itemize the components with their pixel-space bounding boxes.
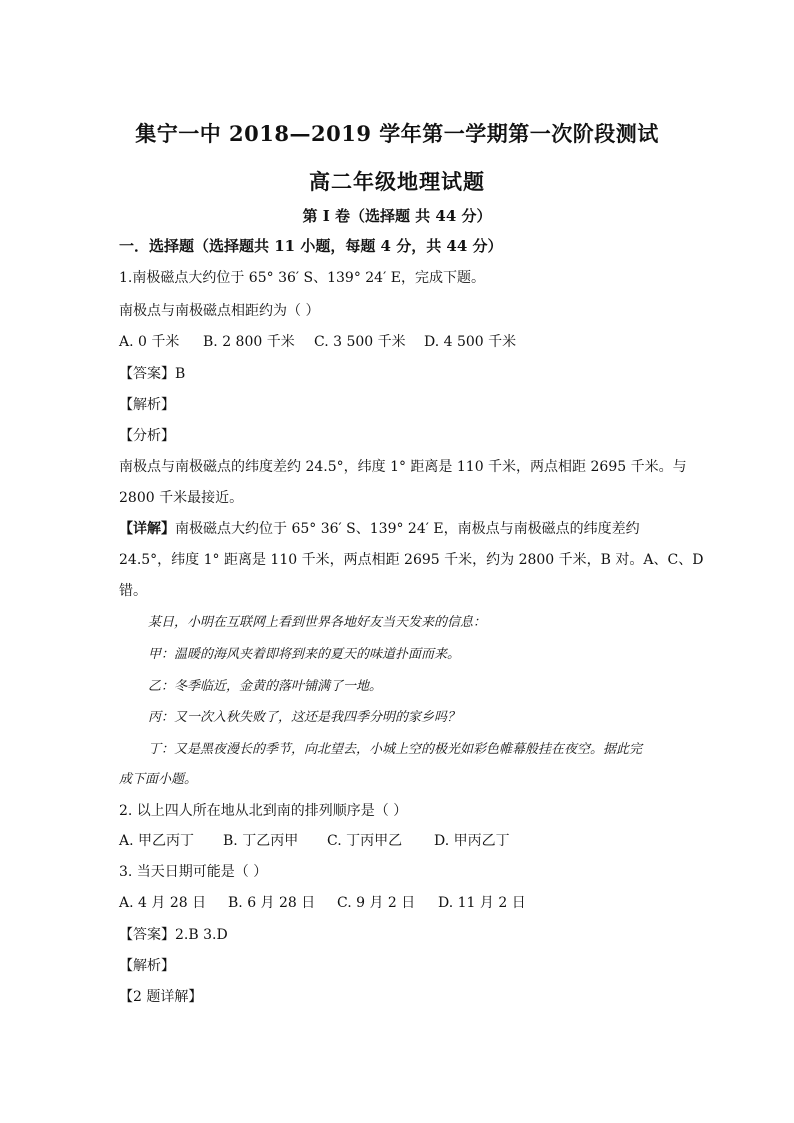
q2-option-a: A. 甲乙丙丁 xyxy=(119,833,195,849)
q3-option-a: A. 4 月 28 日 xyxy=(119,895,207,911)
q1-xiangjie-line-1 xyxy=(119,519,640,539)
q2-options xyxy=(119,831,510,851)
q3-option-c: C. 9 月 2 日 xyxy=(337,895,416,911)
q2-option-b: B. 丁乙丙甲 xyxy=(223,833,299,849)
q1-option-b: B. 2 800 千米 xyxy=(203,334,295,350)
tail-jiexi-label: 【解析】 xyxy=(119,958,175,974)
q1-options xyxy=(119,332,516,352)
q1-stem: 1.南极磁点大约位于 65° 36′ S、139° 24′ E，完成下题。 xyxy=(119,270,485,286)
passage-yi: 乙：冬季临近，金黄的落叶铺满了一地。 xyxy=(148,679,383,694)
q1-jiexi-label: 【解析】 xyxy=(119,397,175,413)
passage-ding-line-1: 丁：又是黑夜漫长的季节，向北望去，小城上空的极光如彩色帷幕般挂在夜空。据此完 xyxy=(148,742,643,757)
volume-heading: 第 I 卷（选择题 共 44 分） xyxy=(302,207,492,225)
q1-xiangjie-label: 【详解】 xyxy=(119,521,175,537)
passage-jia: 甲：温暖的海风夹着即将到来的夏天的味道扑面而来。 xyxy=(148,647,461,662)
q3-options xyxy=(119,893,526,913)
q2-detail-label: 【2 题详解】 xyxy=(119,989,203,1005)
q1-xiangjie-line-3: 错。 xyxy=(119,583,147,599)
q1-answer: 【答案】B xyxy=(119,366,186,382)
passage-bing: 丙：又一次入秋失败了，这还是我四季分明的家乡吗？ xyxy=(148,710,461,725)
q1-question: 南极点与南极磁点相距约为（ ） xyxy=(119,303,320,319)
q3-stem: 3. 当天日期可能是（ ） xyxy=(119,864,268,880)
q1-xiangjie-text: 南极磁点大约位于 65° 36′ S、139° 24′ E，南极点与南极磁点的纬度差约 xyxy=(175,521,640,537)
exam-title: 集宁一中 2018—2019 学年第一学期第一次阶段测试 xyxy=(135,121,659,146)
q1-option-c: C. 3 500 千米 xyxy=(314,334,406,350)
q1-fenxi-line-2: 2800 千米最接近。 xyxy=(119,490,244,506)
q3-option-b: B. 6 月 28 日 xyxy=(228,895,316,911)
q2-stem: 2. 以上四人所在地从北到南的排列顺序是（ ） xyxy=(119,803,408,819)
q1-fenxi-line-1: 南极点与南极磁点的纬度差约 24.5°，纬度 1° 距离是 110 千米，两点相距 2695 千米。与 xyxy=(119,459,687,475)
q2-option-c: C. 丁丙甲乙 xyxy=(327,833,403,849)
q3-option-d: D. 11 月 2 日 xyxy=(438,895,526,911)
q1-xiangjie-line-2: 24.5°，纬度 1° 距离是 110 千米，两点相距 2695 千米，约为 2800 千米，B 对。A、C、D xyxy=(119,552,704,568)
q1-option-d: D. 4 500 千米 xyxy=(424,334,517,350)
q2-option-d: D. 甲丙乙丁 xyxy=(434,833,510,849)
exam-subtitle: 高二年级地理试题 xyxy=(309,169,485,194)
passage-intro: 某日，小明在互联网上看到世界各地好友当天发来的信息： xyxy=(148,615,487,630)
tail-answer: 【答案】2.B 3.D xyxy=(119,927,228,943)
q1-option-a: A. 0 千米 xyxy=(119,334,180,350)
section-heading: 一．选择题（选择题共 11 小题，每题 4 分，共 44 分） xyxy=(119,237,503,255)
q1-fenxi-label: 【分析】 xyxy=(119,428,175,444)
passage-ding-line-2: 成下面小题。 xyxy=(119,772,198,787)
